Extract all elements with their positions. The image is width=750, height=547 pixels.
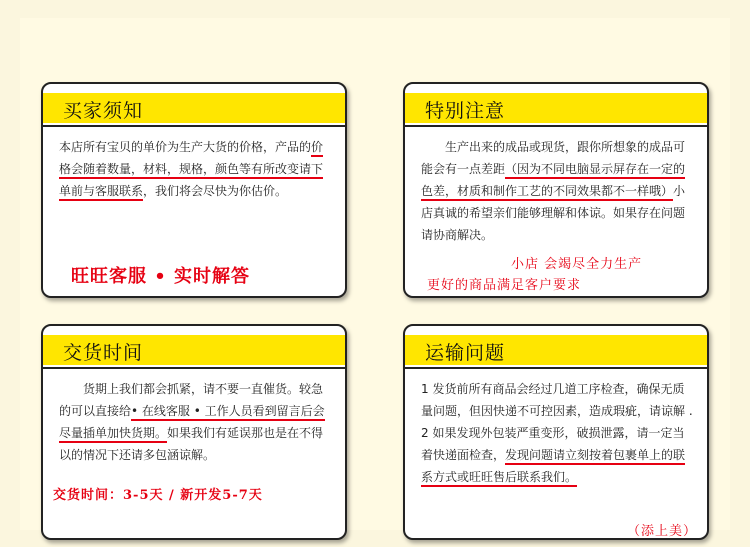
body-text-underlined: （因为不同电脑显示屏存在一定的色差，材质和制作工艺的不同效果都不一样哦） — [421, 162, 685, 201]
body-text: 2 如果发现外包装严重变形，破损泄露，请一定当着快递面检查， — [421, 426, 685, 462]
divider — [405, 125, 707, 127]
body-text: 货期上我们都会抓紧，请不要一直催货。较急的可以直接给 — [59, 382, 324, 418]
delivery-time-card — [41, 324, 347, 540]
body-text: 本店所有宝贝的单价为生产大货的价格，产品的 — [59, 140, 312, 154]
body-text: ，我们将会尽快为你估价。 — [143, 184, 288, 198]
slogan-text: 交货时间：3-5天 / 新开发5-7天 — [53, 488, 263, 503]
body-text-underlined: 发现问题请立刻按着包裹单上的联系方式或旺旺售后联系我们。 — [421, 448, 685, 487]
special-notice-card — [403, 82, 709, 298]
card-body — [59, 136, 331, 202]
card-title: 买家须知 — [63, 100, 144, 122]
card-header — [405, 93, 707, 123]
slogan-text: 小店 会竭尽全力生产 — [511, 257, 643, 272]
card-title: 运输问题 — [425, 342, 506, 364]
card-body — [421, 136, 693, 246]
body-text: 小店真诚的希望亲们能够理解和体谅。如果存在问题请协商解决。 — [421, 184, 686, 242]
card-body — [59, 378, 331, 466]
card-title: 特别注意 — [425, 100, 506, 122]
card-title: 交货时间 — [63, 342, 144, 364]
divider — [405, 367, 707, 369]
card-header — [405, 335, 707, 365]
slogan-text: 更好的商品满足客户要求 — [427, 278, 582, 293]
shipping-issue-card — [403, 324, 709, 540]
body-text-underlined: 价格会随着数量，材料，规格，颜色等有所改变请下单前与客服联系 — [59, 140, 323, 201]
divider — [43, 125, 345, 127]
body-text-underlined: • 在线客服 • 工作人员看到留言后会尽量插单加快货期。 — [59, 404, 325, 443]
card-header — [43, 335, 345, 365]
buyer-notice-card — [41, 82, 347, 298]
card-body — [421, 378, 693, 488]
slogan-text: 旺旺客服 • 实时解答 — [71, 266, 251, 287]
divider — [43, 367, 345, 369]
body-text: 如果我们有延误那也是在不得以的情况下还请多包涵谅解。 — [59, 426, 324, 462]
slogan-text: （添上美） — [627, 524, 698, 539]
body-text: 生产出来的成品或现货，跟你所想象的成品可能会有一点差距 — [421, 140, 686, 176]
body-text: 1 发货前所有商品会经过几道工序检查，确保无质量问题，但因快递不可控因素，造成瑕疵，请谅解 . — [421, 382, 693, 418]
card-header — [43, 93, 345, 123]
